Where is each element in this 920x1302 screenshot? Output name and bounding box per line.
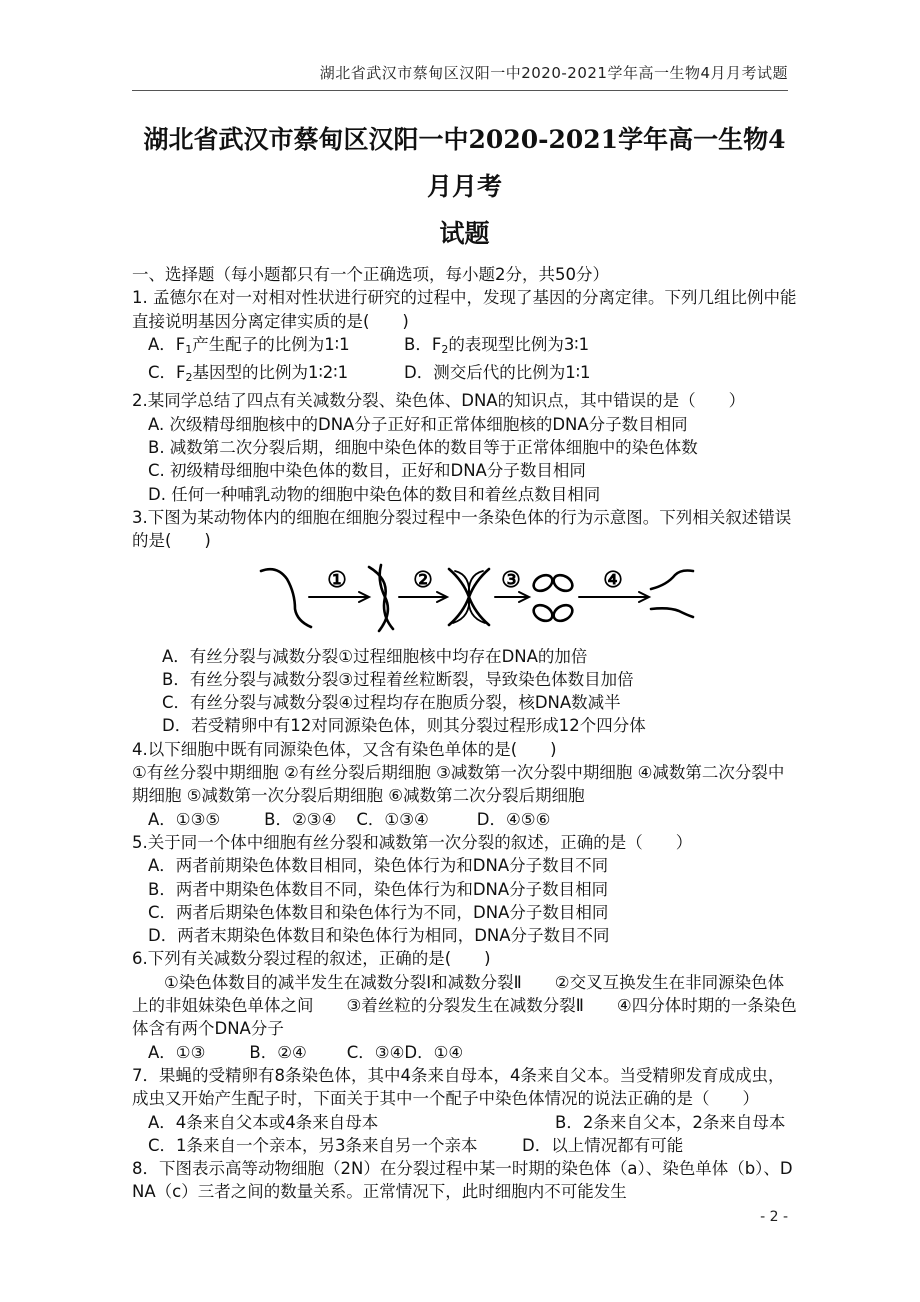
q3-option-c: C．有丝分裂与减数分裂④过程均存在胞质分裂，核DNA数减半 <box>162 693 621 713</box>
step-label-1: ① <box>327 566 347 593</box>
q6-option-b: B．②④ <box>249 1042 307 1062</box>
chromosome-stage-1 <box>261 569 311 627</box>
title-line-1: 湖北省武汉市蔡甸区汉阳一中2020-2021学年高一生物4月月考 <box>143 125 786 201</box>
section-heading: 一、选择题（每小题都只有一个正确选项，每小题2分，共50分） <box>132 265 609 284</box>
q5-option-a: A．两者前期染色体数目相同，染色体行为和DNA分子数目不同 <box>148 856 609 876</box>
q1-options-cd <box>132 361 797 389</box>
q8-stem: 8．下图表示高等动物细胞（2N）在分裂过程中某一时期的染色体（a）、染色单体（b）、DNA（c）三者之间的数量关系。正常情况下，此时细胞内不可能发生 <box>132 1159 793 1202</box>
q7-option-a: A．4条来自父本或4条来自母本 <box>148 1112 379 1132</box>
page-number: - 2 - <box>760 1209 788 1225</box>
q7-option-c: C．1条来自一个亲本，另3条来自另一个亲本 <box>148 1135 478 1155</box>
q4-option-b: B．②③④ <box>264 809 337 829</box>
q1-option-b: B．$F_2$的表现型比例为3∶1 <box>404 334 590 356</box>
q6-items: ①染色体数目的减半发生在减数分裂Ⅰ和减数分裂Ⅱ ②交叉互换发生在非同源染色体上的非姐妹染色单体之间 ③着丝粒的分裂发生在减数分裂Ⅱ ④四分体时期的一条染色体含有两个DNA分子 <box>132 972 797 1039</box>
q1-stem: 1. 孟德尔在对一对相对性状进行研究的过程中，发现了基因的分离定律。下列几组比例中能直接说明基因分离定律实质的是( ) <box>132 288 797 331</box>
step-label-3: ③ <box>501 566 521 593</box>
q4-items: ①有丝分裂中期细胞 ②有丝分裂后期细胞 ③减数第一次分裂中期细胞 ④减数第二次分裂中期细胞 ⑤减数第一次分裂后期细胞 ⑥减数第二次分裂后期细胞 <box>132 763 785 806</box>
q3-option-d: D．若受精卵中有12对同源染色体，则其分裂过程形成12个四分体 <box>162 716 646 736</box>
q3-option-b: B．有丝分裂与减数分裂③过程着丝粒断裂，导致染色体数目加倍 <box>162 669 634 689</box>
q7-option-b: B．2条来自父本，2条来自母本 <box>555 1112 786 1132</box>
q7-option-d: D．以上情况都有可能 <box>522 1135 684 1155</box>
q4-option-c: C．①③④ <box>356 809 429 829</box>
running-header: 湖北省武汉市蔡甸区汉阳一中2020-2021学年高一生物4月月考试题 <box>319 64 788 82</box>
q2-option-c: C. 初级精母细胞中染色体的数目，正好和DNA分子数目相同 <box>148 461 586 481</box>
step-label-4: ④ <box>603 566 623 593</box>
document-body <box>132 112 797 1204</box>
q6-option-a: A．①③ <box>148 1042 206 1062</box>
q6-options <box>132 1041 797 1064</box>
q5-option-c: C．两者后期染色体数目和染色体行为不同，DNA分子数目相同 <box>148 902 609 922</box>
q7-stem: 7．果蝇的受精卵有8条染色体，其中4条来自母本，4条来自父本。当受精卵发育成成虫，成虫又开始产生配子时，下面关于其中一个配子中染色体情况的说法正确的是（ ） <box>132 1065 785 1109</box>
q2-option-b: B. 减数第二次分裂后期，细胞中染色体的数目等于正常体细胞中的染色体数 <box>148 438 698 458</box>
q5-option-d: D．两者末期染色体数目和染色体行为相同，DNA分子数目不同 <box>148 926 610 946</box>
q7-options-cd <box>132 1134 797 1157</box>
q6-stem: 6.下列有关减数分裂过程的叙述，正确的是( ) <box>132 949 491 969</box>
chromosome-diagram <box>257 559 697 637</box>
document-title <box>132 116 797 257</box>
chromosome-stage-5-bottom <box>651 608 693 617</box>
q1-option-a: A．$F_1$产生配子的比例为1∶1 <box>148 334 350 356</box>
q2-option-d: D. 任何一种哺乳动物的细胞中染色体的数目和着丝点数目相同 <box>148 484 601 504</box>
q6-option-c: C．③④ <box>346 1042 405 1062</box>
q4-option-d: D．④⑤⑥ <box>476 809 551 829</box>
q3-option-a: A．有丝分裂与减数分裂①过程细胞核中均存在DNA的加倍 <box>162 646 588 666</box>
header-rule <box>132 90 788 91</box>
q7-options-ab <box>132 1111 797 1134</box>
chromosome-stage-2-a <box>369 567 393 629</box>
q4-options <box>132 808 797 831</box>
q2-stem: 2.某同学总结了四点有关减数分裂、染色体、DNA的知识点，其中错误的是（ ） <box>132 391 746 411</box>
q3-stem: 3.下图为某动物体内的细胞在细胞分裂过程中一条染色体的行为示意图。下列相关叙述错误的是( ) <box>132 507 792 551</box>
step-label-2: ② <box>413 566 433 593</box>
q5-stem: 5.关于同一个体中细胞有丝分裂和减数第一次分裂的叙述，正确的是（ ） <box>132 832 693 852</box>
q4-option-a: A．①③⑤ <box>148 809 221 829</box>
q5-option-b: B．两者中期染色体数目不同，染色体行为和DNA分子数目相同 <box>148 879 609 899</box>
title-line-2: 试题 <box>439 219 490 248</box>
q4-stem: 4.以下细胞中既有同源染色体，又含有染色单体的是( ) <box>132 739 557 759</box>
chromosome-behavior-figure <box>132 559 797 637</box>
q1-option-d: D．测交后代的比例为1∶1 <box>404 363 591 383</box>
chromosome-stage-5-top <box>651 570 693 589</box>
q1-options-ab <box>132 333 797 361</box>
q6-option-d: D．①④ <box>404 1042 464 1062</box>
q1-option-c: C．$F_2$基因型的比例为1∶2∶1 <box>148 363 349 385</box>
q2-option-a: A. 次级精母细胞核中的DNA分子正好和正常体细胞核的DNA分子数目相同 <box>148 414 688 434</box>
